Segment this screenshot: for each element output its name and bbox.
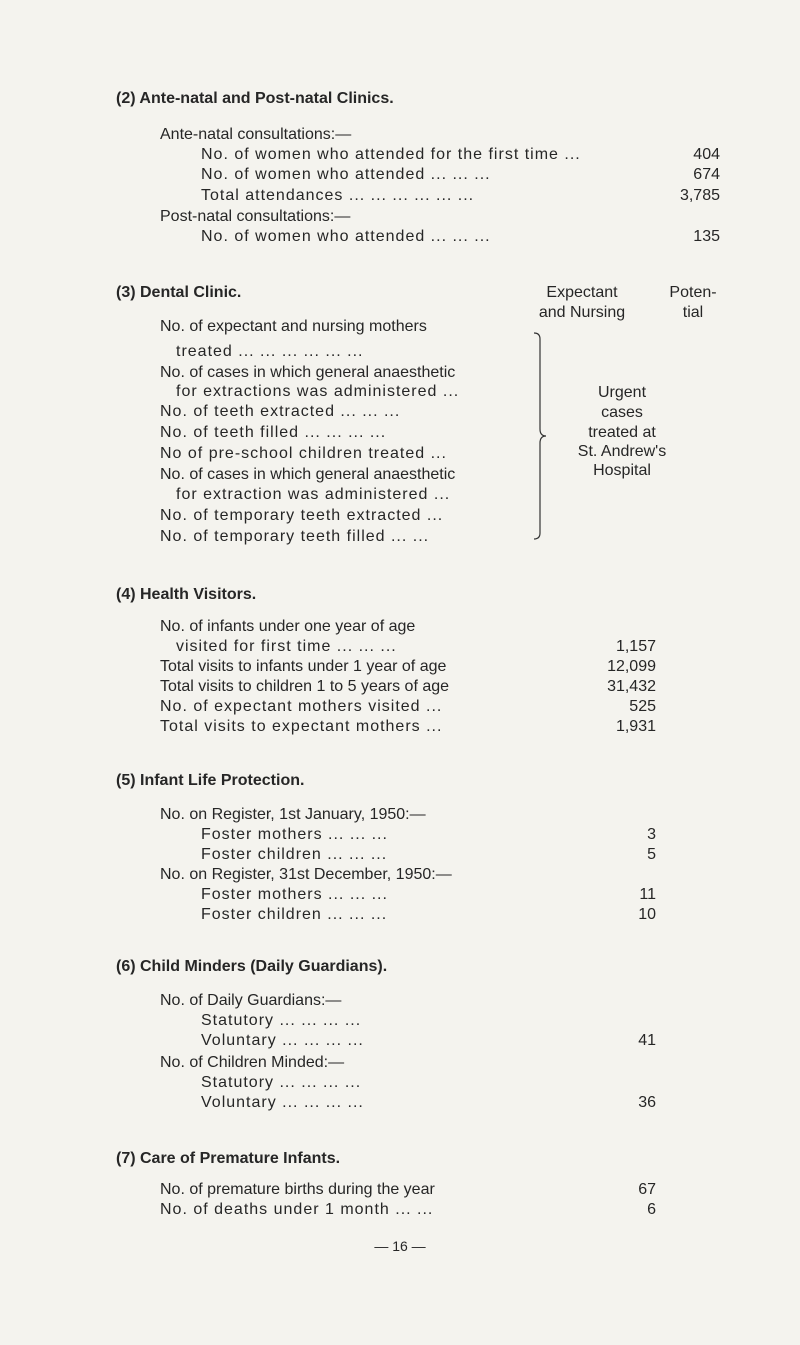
visitor-row-value: 525 xyxy=(629,698,656,715)
guardians-label: No. of Daily Guardians:— xyxy=(160,992,342,1009)
post-natal-label: Post-natal consultations:— xyxy=(160,208,351,225)
visitor-row-label: Total visits to children 1 to 5 years of age xyxy=(160,678,450,695)
dental-row-label: for extraction was administered ... xyxy=(176,486,451,503)
visitor-row-label: Total visits to expectant mothers ... xyxy=(160,718,443,735)
column-header-potential-cont: tial xyxy=(682,304,704,321)
dental-row-label: No. of teeth extracted ... ... ... xyxy=(160,403,401,420)
premature-row-value: 67 xyxy=(638,1181,656,1198)
section-7-title: (7) Care of Premature Infants. xyxy=(116,1150,341,1167)
premature-row-value: 6 xyxy=(647,1201,656,1218)
visitor-row-value: 12,099 xyxy=(607,658,656,675)
register-row-label: Foster mothers ... ... ... xyxy=(201,886,388,903)
section-2-title: (2) Ante-natal and Post-natal Clinics. xyxy=(116,90,394,107)
children-row-label: Statutory ... ... ... ... xyxy=(201,1074,362,1091)
dental-row-label: No. of expectant and nursing mothers xyxy=(160,318,427,335)
guardians-row-value: 41 xyxy=(638,1032,656,1049)
ante-row-label: No. of women who attended for the first time ... xyxy=(201,146,581,163)
section-5-title: (5) Infant Life Protection. xyxy=(116,772,305,789)
register-row-value: 3 xyxy=(647,826,656,843)
dental-row-label: treated ... ... ... ... ... ... xyxy=(176,343,364,360)
post-row-label: No. of women who attended ... ... ... xyxy=(201,228,491,245)
brace-icon xyxy=(532,331,552,541)
page-number: — 16 — xyxy=(374,1238,426,1254)
premature-row-label: No. of deaths under 1 month ... ... xyxy=(160,1201,434,1218)
ante-row-value: 404 xyxy=(693,146,720,163)
dental-row-label: No. of temporary teeth extracted ... xyxy=(160,507,444,524)
ante-row-label: No. of women who attended ... ... ... xyxy=(201,166,491,183)
visitor-row-value: 31,432 xyxy=(607,678,656,695)
register-row-label: Foster children ... ... ... xyxy=(201,906,388,923)
column-header-potential: Poten- xyxy=(669,284,717,301)
post-row-value: 135 xyxy=(693,228,720,245)
ante-natal-label: Ante-natal consultations:— xyxy=(160,126,352,143)
guardians-row-label: Voluntary ... ... ... ... xyxy=(201,1032,364,1049)
register-row-label: Foster children ... ... ... xyxy=(201,846,388,863)
ante-row-value: 674 xyxy=(693,166,720,183)
visitor-row-value: 1,157 xyxy=(615,638,656,655)
dental-note-line: Hospital xyxy=(593,462,651,479)
visitor-row-label: visited for first time ... ... ... xyxy=(176,638,397,655)
register-row-value: 11 xyxy=(639,886,656,903)
premature-row-label: No. of premature births during the year xyxy=(160,1181,435,1198)
dental-note-line: cases xyxy=(601,404,643,421)
dental-row-label: No of pre-school children treated ... xyxy=(160,445,447,462)
dental-note-line: Urgent xyxy=(597,384,647,401)
column-header-nursing: and Nursing xyxy=(538,304,626,321)
register-row-value: 10 xyxy=(638,906,656,923)
dental-note-line: St. Andrew's xyxy=(577,443,667,460)
section-6-title: (6) Child Minders (Daily Guardians). xyxy=(116,958,388,975)
dental-row-label: No. of cases in which general anaesthetic xyxy=(160,466,456,483)
visitor-row-label: Total visits to infants under 1 year of age xyxy=(160,658,447,675)
dental-note-line: treated at xyxy=(588,424,656,441)
ante-row-value: 3,785 xyxy=(679,187,720,204)
ante-row-label: Total attendances ... ... ... ... ... ... xyxy=(201,187,475,204)
register-label: No. on Register, 31st December, 1950:— xyxy=(160,866,452,883)
children-minded-label: No. of Children Minded:— xyxy=(160,1054,345,1071)
register-label: No. on Register, 1st January, 1950:— xyxy=(160,806,426,823)
dental-row-label: for extractions was administered ... xyxy=(176,383,460,400)
register-row-label: Foster mothers ... ... ... xyxy=(201,826,388,843)
section-3-title: (3) Dental Clinic. xyxy=(116,284,242,301)
dental-row-label: No. of teeth filled ... ... ... ... xyxy=(160,424,387,441)
dental-row-label: No. of temporary teeth filled ... ... xyxy=(160,528,430,545)
section-4-title: (4) Health Visitors. xyxy=(116,586,257,603)
visitor-row-label: No. of infants under one year of age xyxy=(160,618,416,635)
children-row-label: Voluntary ... ... ... ... xyxy=(201,1094,364,1111)
column-header-expectant: Expectant xyxy=(546,284,618,301)
guardians-row-label: Statutory ... ... ... ... xyxy=(201,1012,362,1029)
register-row-value: 5 xyxy=(647,846,656,863)
visitor-row-value: 1,931 xyxy=(615,718,656,735)
visitor-row-label: No. of expectant mothers visited ... xyxy=(160,698,443,715)
dental-row-label: No. of cases in which general anaesthetic xyxy=(160,364,456,381)
children-row-value: 36 xyxy=(638,1094,656,1111)
